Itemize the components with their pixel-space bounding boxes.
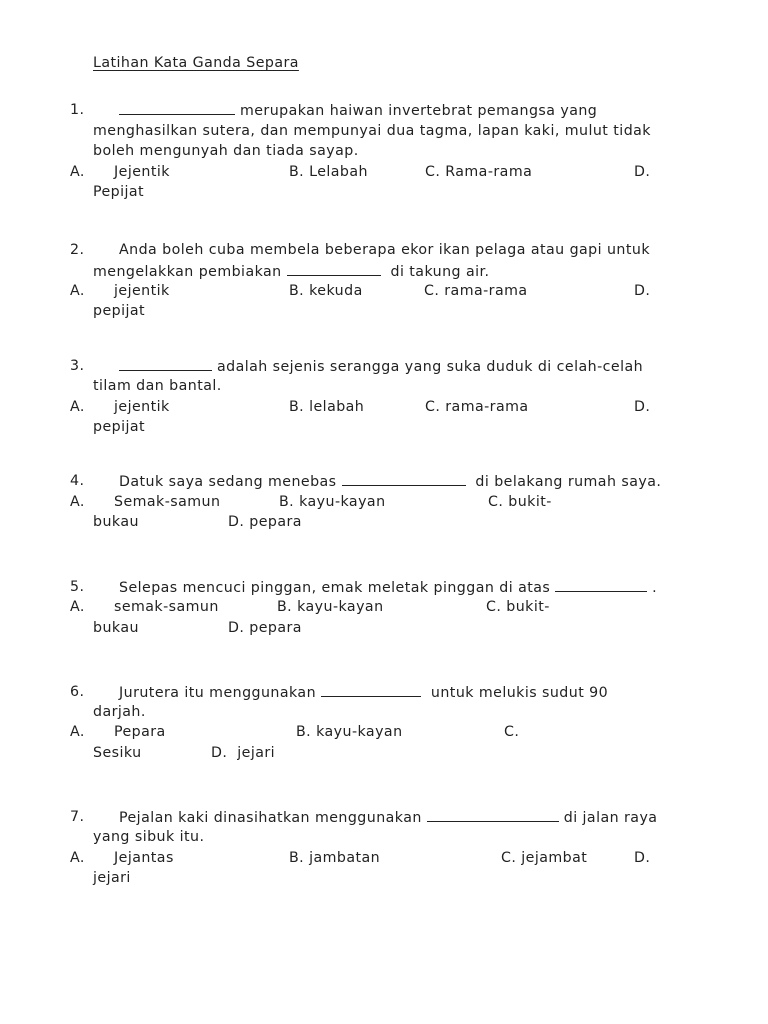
answer-blank[interactable] (342, 471, 466, 486)
option-c[interactable]: C. bukit- (486, 599, 550, 615)
answer-blank[interactable] (119, 100, 235, 115)
option-b[interactable]: B. kayu-kayan (277, 599, 384, 615)
option-c[interactable]: C. jejambat (501, 850, 588, 866)
option-d[interactable]: jejari (93, 870, 131, 886)
option-d-letter[interactable]: D. (634, 850, 651, 866)
option-d-letter[interactable]: D. (634, 283, 651, 299)
option-a[interactable]: Pepara (114, 724, 166, 740)
option-d-letter[interactable]: D. (634, 164, 651, 180)
option-d[interactable]: pepijat (93, 419, 146, 435)
option-a-letter: A. (70, 283, 85, 299)
question-text: menghasilkan sutera, dan mempunyai dua tagma, lapan kaki, mulut tidak (93, 123, 651, 139)
question-text: mengelakkan pembiakan (93, 264, 282, 280)
option-d[interactable]: Pepijat (93, 184, 145, 200)
option-b[interactable]: B. jambatan (289, 850, 381, 866)
answer-blank[interactable] (287, 261, 381, 276)
question-text: adalah sejenis serangga yang suka duduk di celah-celah (216, 359, 644, 375)
option-a-letter: A. (70, 599, 85, 615)
question-text: di jalan raya (563, 810, 658, 826)
option-a[interactable]: jejentik (114, 399, 170, 415)
option-a-letter: A. (70, 164, 85, 180)
question-text: di takung air. (390, 264, 490, 280)
option-a-letter: A. (70, 494, 85, 510)
option-d[interactable]: D. pepara (228, 620, 302, 636)
question-number: 2. (70, 242, 85, 258)
option-b[interactable]: B. Lelabah (289, 164, 368, 180)
question-text: yang sibuk itu. (93, 829, 205, 845)
option-c[interactable]: Sesiku (93, 745, 142, 761)
answer-blank[interactable] (427, 807, 559, 822)
option-d[interactable]: D. jejari (211, 745, 276, 761)
option-d-letter[interactable]: D. (634, 399, 651, 415)
question-line (93, 261, 489, 282)
option-a[interactable]: jejentik (114, 283, 170, 299)
question-line (119, 356, 643, 377)
question-number: 7. (70, 809, 85, 825)
question-text: Pejalan kaki dinasihatkan menggunakan (119, 810, 422, 826)
question-text: . (652, 580, 658, 596)
option-b[interactable]: B. kayu-kayan (296, 724, 403, 740)
option-a[interactable]: Jejentik (114, 164, 170, 180)
worksheet-title: Latihan Kata Ganda Separa (93, 55, 299, 71)
option-b[interactable]: B. kayu-kayan (279, 494, 386, 510)
option-c[interactable]: C. rama-rama (424, 283, 528, 299)
answer-blank[interactable] (555, 577, 647, 592)
question-line (119, 100, 597, 121)
option-b[interactable]: B. kekuda (289, 283, 363, 299)
option-a-letter: A. (70, 724, 85, 740)
question-text: boleh mengunyah dan tiada sayap. (93, 143, 359, 159)
answer-blank[interactable] (119, 356, 212, 371)
option-c[interactable]: C. Rama-rama (425, 164, 533, 180)
question-text: untuk melukis sudut 90 (430, 685, 609, 701)
question-number: 1. (70, 102, 85, 118)
question-line (119, 471, 661, 492)
option-d[interactable]: D. pepara (228, 514, 302, 530)
option-a[interactable]: Semak-samun (114, 494, 221, 510)
answer-blank[interactable] (321, 682, 421, 697)
question-number: 4. (70, 473, 85, 489)
option-b[interactable]: B. lelabah (289, 399, 365, 415)
option-c-cont[interactable]: bukau (93, 514, 139, 530)
option-a-letter: A. (70, 850, 85, 866)
question-text: merupakan haiwan invertebrat pemangsa yang (239, 103, 598, 119)
question-text: Jurutera itu menggunakan (119, 685, 317, 701)
option-a[interactable]: Jejantas (114, 850, 174, 866)
question-number: 3. (70, 358, 85, 374)
question-text: Selepas mencuci pinggan, emak meletak pinggan di atas (119, 580, 551, 596)
question-text: darjah. (93, 704, 146, 720)
question-line (119, 682, 608, 703)
question-number: 6. (70, 684, 85, 700)
option-c[interactable]: C. rama-rama (425, 399, 529, 415)
question-text: Anda boleh cuba membela beberapa ekor ikan pelaga atau gapi untuk (119, 242, 650, 258)
option-a-letter: A. (70, 399, 85, 415)
option-a[interactable]: semak-samun (114, 599, 219, 615)
option-c-letter[interactable]: C. (504, 724, 520, 740)
question-text: di belakang rumah saya. (475, 474, 662, 490)
question-line (119, 577, 657, 598)
question-text: Datuk saya sedang menebas (119, 474, 337, 490)
option-c-cont[interactable]: bukau (93, 620, 139, 636)
question-number: 5. (70, 579, 85, 595)
question-line (119, 807, 657, 828)
option-d[interactable]: pepijat (93, 303, 146, 319)
option-c[interactable]: C. bukit- (488, 494, 552, 510)
question-text: tilam dan bantal. (93, 378, 222, 394)
